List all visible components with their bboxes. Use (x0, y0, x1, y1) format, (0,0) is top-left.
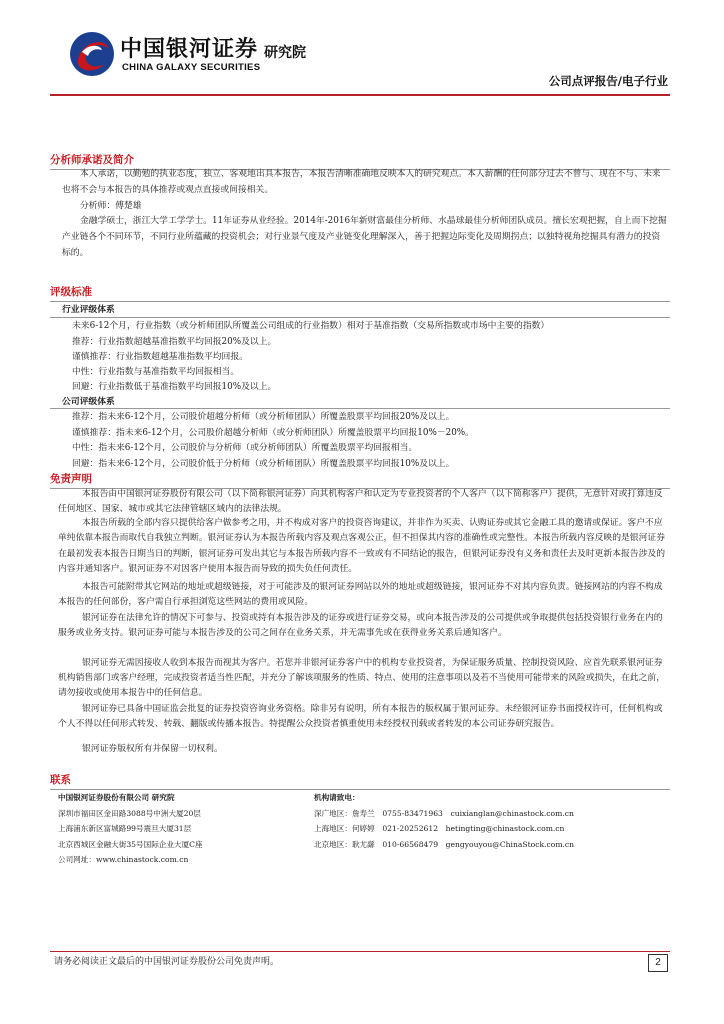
disclaimer-paragraph: 银河证券版权所有并保留一切权利。 (82, 744, 223, 754)
company-name-cn: 中国银河证券 (120, 37, 259, 62)
company-website: 公司网址：www.chinastock.com.cn (58, 855, 189, 864)
header-divider (50, 94, 670, 96)
inquiry-contact: 北京地区：耿尤繇 010-66568479 gengyouyou@ChinaStock.com.cn (314, 840, 575, 849)
contact-address: 深圳市福田区金田路3088号中洲大厦20层 (58, 809, 201, 818)
page-number: 2 (648, 954, 668, 972)
document-type: 公司点评报告/电子行业 (548, 74, 668, 88)
disclaimer-paragraph: 银河证券已具备中国证监会批复的证券投资咨询业务资格。除非另有说明，所有本报告的版权属于银河证券。未经银河证券书面授权许可，任何机构或个人不得以任何形式转发、转载、翻版或传播本报告。特提醒公众投资者慎重使用未经授权刊载或者转发的本公司证券研究报告。 (58, 704, 663, 729)
company-logo (68, 30, 338, 84)
disclaimer-section-title: 免责声明 (50, 471, 670, 489)
inquiry-title: 机构请致电： (314, 793, 360, 802)
inquiry-contact: 上海地区：何婷婷 021-20252612 hetingting@chinastock.com.cn (314, 824, 565, 833)
company-rating-item: 回避：指未来6-12个月，公司股价低于分析师（或分析师团队）所覆盖股票平均回报10%及以上。 (72, 459, 455, 469)
company-rating-item: 推荐：指未来6-12个月，公司股价超越分析师（或分析师团队）所覆盖股票平均回报20%及以上。 (72, 412, 455, 422)
rating-section-title: 评级标准 (50, 284, 670, 302)
company-rating-title: 公司评级体系 (62, 397, 115, 407)
company-name-en: CHINA GALAXY SECURITIES (122, 62, 261, 73)
contact-address: 北京西城区金融大街35号国际企业大厦C座 (58, 840, 203, 849)
disclaimer-paragraph: 本报告所载的全部内容只提供给客户做参考之用，并不构成对客户的投资咨询建议，并非作为买卖、认购证券或其它金融工具的邀请或保证。客户不应单纯依靠本报告而取代自我独立判断。银河证券认为本报告所载内容及观点客观公正，但不担保其内容的准确性或完整性。本报告所载内容反映的是银河证券在最初发表本报告日期当日的判断，银河证券可发出其它与本报告所载内容不一致或有不同结论的报告，但银河证券没有义务和责任去及时更新本报告涉及的内容并通知客户。银河证券不对因客户使用本报告而导致的损失负任何责任。 (58, 518, 665, 574)
disclaimer-paragraph: 本报告可能附带其它网站的地址或超级链接，对于可能涉及的银河证券网站以外的地址或超级链接，银河证券不对其内容负责。链接网站的内容不构成本报告的任何部份，客户需自行承担浏览这些网站的费用或风险。 (58, 582, 663, 607)
galaxy-logo-icon (68, 30, 116, 78)
contact-section-title: 联系 (50, 772, 670, 790)
industry-rating-intro: 未来6-12个月，行业指数（或分析师团队所覆盖公司组成的行业指数）相对于基准指数（交易所指数或市场中主要的指数） (72, 321, 550, 331)
contact-company: 中国银河证券股份有限公司 研究院 (58, 793, 175, 802)
industry-rating-item: 推荐：行业指数超越基准指数平均回报20%及以上。 (72, 337, 277, 347)
company-rating-item: 中性：指未来6-12个月，公司股价与分析师（或分析师团队）所覆盖股票平均回报相当。 (72, 443, 418, 453)
industry-rating-item: 回避：行业指数低于基准指数平均回报10%及以上。 (72, 382, 277, 392)
analyst-section-title: 分析师承诺及简介 (50, 152, 670, 170)
footer-note: 请务必阅读正文最后的中国银河证券股份公司免责声明。 (54, 957, 280, 967)
footer-divider (50, 951, 670, 952)
industry-rating-title: 行业评级体系 (62, 305, 115, 315)
disclaimer-paragraph: 银河证券在法律允许的情况下可参与、投资或持有本报告涉及的证券或进行证券交易，或向本报告涉及的公司提供或争取提供包括投资银行业务在内的服务或业务支持。银河证券可能与本报告涉及的公司之间存在业务关系，并无需事先或在获得业务关系后通知客户。 (58, 613, 663, 638)
disclaimer-paragraph: 银河证券无需因接收人收到本报告而视其为客户。若您并非银河证券客户中的机构专业投资者，为保证服务质量、控制投资风险、应首先联系银河证券机构销售部门或客户经理，完成投资者适当性匹配，并充分了解该项服务的性质、特点、使用的注意事项以及若不当使用可能带来的风险或损失，在此之前，请勿接收或使用本报告中的任何信息。 (58, 658, 665, 698)
company-rating-item: 谨慎推荐：指未来6-12个月，公司股价超越分析师（或分析师团队）所覆盖股票平均回报10%－20%。 (72, 428, 474, 438)
disclaimer-paragraph: 本报告由中国银河证券股份有限公司（以下简称银河证券）向其机构客户和认定为专业投资者的个人客户（以下简称客户）提供，无意针对或打算违反任何地区、国家、城市或其它法律管辖区域内的法律法规。 (58, 489, 663, 514)
industry-rating-item: 谨慎推荐：行业指数超越基准指数平均回报。 (72, 352, 248, 362)
analyst-pledge: 本人承诺，以勤勉的执业态度，独立、客观地出具本报告，本报告清晰准确地反映本人的研究观点。本人薪酬的任何部分过去不曾与、现在不与、未来也将不会与本报告的具体推荐或观点直接或间接相关。 (62, 169, 661, 195)
analyst-bio: 金融学硕士，浙江大学工学学士。11年证券从业经验。2014年-2016年新财富最佳分析师、水晶球最佳分析师团队成员。擅长宏观把握，自上而下挖掘产业链各个不同环节，不同行业所蕴藏的投资机会；对行业景气度及产业链变化理解深入，善于把握边际变化及周期拐点；以独特视角挖掘具有潜力的投资标的。 (62, 216, 667, 258)
department-name: 研究院 (264, 45, 306, 61)
analyst-name: 分析师：傅楚雄 (80, 201, 142, 211)
contact-address: 上海浦东新区富城路99号震旦大厦31层 (58, 824, 192, 833)
inquiry-contact: 深广地区：詹寿兰 0755-83471963 cuixianglan@chinastock.com.cn (314, 809, 574, 818)
industry-rating-item: 中性：行业指数与基准指数平均回报相当。 (72, 367, 240, 377)
